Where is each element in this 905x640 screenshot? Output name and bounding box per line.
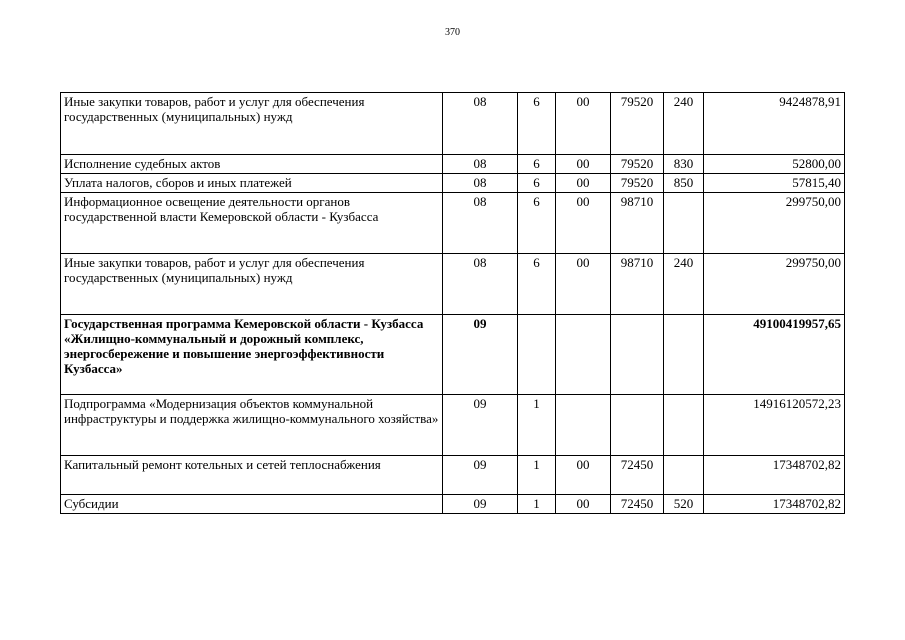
main-event-code bbox=[556, 315, 611, 395]
amount: 299750,00 bbox=[704, 193, 845, 254]
section-code: 08 bbox=[443, 254, 518, 315]
table-row bbox=[61, 174, 845, 193]
table-row bbox=[61, 456, 845, 495]
row-name: Иные закупки товаров, работ и услуг для обеспечения государственных (муниципальных) нужд bbox=[61, 254, 443, 315]
expense-type-code: 830 bbox=[664, 155, 704, 174]
expense-type-code bbox=[664, 395, 704, 456]
direction-code: 98710 bbox=[611, 254, 664, 315]
subprogram-code: 6 bbox=[518, 193, 556, 254]
row-name: Исполнение судебных актов bbox=[61, 155, 443, 174]
expense-type-code: 520 bbox=[664, 495, 704, 514]
direction-code: 79520 bbox=[611, 174, 664, 193]
subprogram-code: 1 bbox=[518, 495, 556, 514]
section-code: 09 bbox=[443, 456, 518, 495]
direction-code: 79520 bbox=[611, 155, 664, 174]
table-row bbox=[61, 395, 845, 456]
amount: 17348702,82 bbox=[704, 456, 845, 495]
expense-type-code bbox=[664, 193, 704, 254]
section-code: 08 bbox=[443, 93, 518, 155]
subprogram-code: 6 bbox=[518, 254, 556, 315]
expense-type-code: 240 bbox=[664, 93, 704, 155]
table-row-program bbox=[61, 315, 845, 395]
main-event-code: 00 bbox=[556, 155, 611, 174]
section-code: 09 bbox=[443, 495, 518, 514]
main-event-code: 00 bbox=[556, 495, 611, 514]
row-name: Информационное освещение деятельности органов государственной власти Кемеровской области - Кузбасса bbox=[61, 193, 443, 254]
main-event-code: 00 bbox=[556, 174, 611, 193]
table-row bbox=[61, 93, 845, 155]
row-name: Уплата налогов, сборов и иных платежей bbox=[61, 174, 443, 193]
direction-code bbox=[611, 395, 664, 456]
amount: 57815,40 bbox=[704, 174, 845, 193]
subprogram-code: 1 bbox=[518, 395, 556, 456]
subprogram-code: 6 bbox=[518, 174, 556, 193]
expense-type-code bbox=[664, 456, 704, 495]
direction-code: 72450 bbox=[611, 495, 664, 514]
subprogram-code: 6 bbox=[518, 155, 556, 174]
row-name: Иные закупки товаров, работ и услуг для обеспечения государственных (муниципальных) нужд bbox=[61, 93, 443, 155]
section-code: 09 bbox=[443, 395, 518, 456]
direction-code bbox=[611, 315, 664, 395]
amount: 17348702,82 bbox=[704, 495, 845, 514]
table-row bbox=[61, 193, 845, 254]
amount: 14916120572,23 bbox=[704, 395, 845, 456]
subprogram-code: 1 bbox=[518, 456, 556, 495]
subprogram-code bbox=[518, 315, 556, 395]
table-row bbox=[61, 155, 845, 174]
page-number: 370 bbox=[445, 27, 460, 38]
amount: 52800,00 bbox=[704, 155, 845, 174]
main-event-code bbox=[556, 395, 611, 456]
main-event-code: 00 bbox=[556, 93, 611, 155]
main-event-code: 00 bbox=[556, 254, 611, 315]
section-code: 08 bbox=[443, 174, 518, 193]
subprogram-code: 6 bbox=[518, 93, 556, 155]
budget-table bbox=[60, 92, 845, 514]
direction-code: 72450 bbox=[611, 456, 664, 495]
expense-type-code: 240 bbox=[664, 254, 704, 315]
row-name: Капитальный ремонт котельных и сетей теплоснабжения bbox=[61, 456, 443, 495]
table-row bbox=[61, 254, 845, 315]
table-row bbox=[61, 495, 845, 514]
direction-code: 79520 bbox=[611, 93, 664, 155]
amount: 49100419957,65 bbox=[704, 315, 845, 395]
main-event-code: 00 bbox=[556, 193, 611, 254]
direction-code: 98710 bbox=[611, 193, 664, 254]
row-name: Подпрограмма «Модернизация объектов коммунальной инфраструктуры и поддержка жилищно-коммунального хозяйства» bbox=[61, 395, 443, 456]
expense-type-code: 850 bbox=[664, 174, 704, 193]
amount: 299750,00 bbox=[704, 254, 845, 315]
section-code: 08 bbox=[443, 193, 518, 254]
row-name: Государственная программа Кемеровской области - Кузбасса «Жилищно-коммунальный и дорожный комплекс, энергосбережение и повышение энергоэффективности Кузбасса» bbox=[61, 315, 443, 395]
section-code: 09 bbox=[443, 315, 518, 395]
main-event-code: 00 bbox=[556, 456, 611, 495]
row-name: Субсидии bbox=[61, 495, 443, 514]
section-code: 08 bbox=[443, 155, 518, 174]
amount: 9424878,91 bbox=[704, 93, 845, 155]
expense-type-code bbox=[664, 315, 704, 395]
